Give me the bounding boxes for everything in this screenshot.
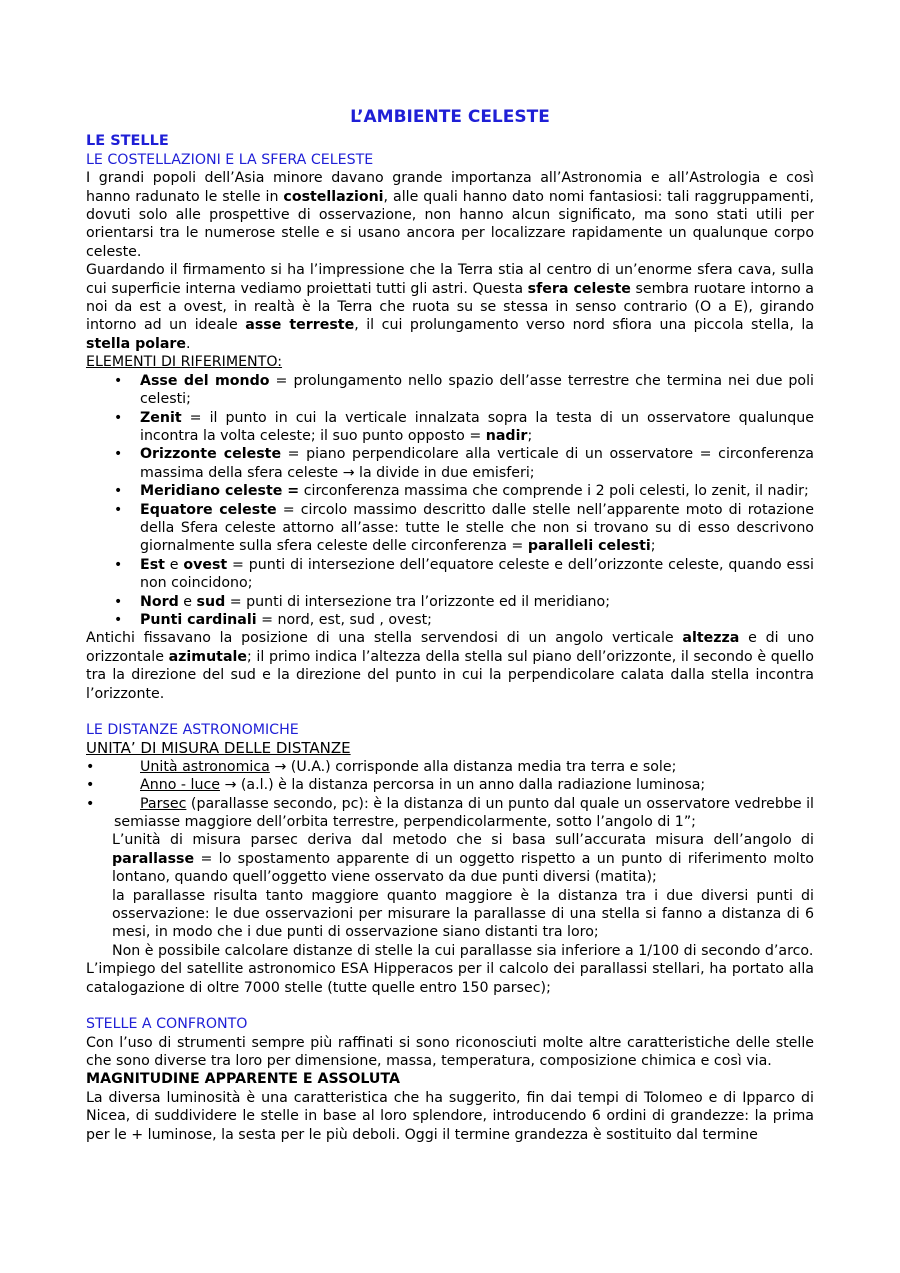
page-title: L’AMBIENTE CELESTE [350,107,550,127]
list-item: • Asse del mondo = prolungamento nello spazio dell’asse terrestre che termina nei due poli celesti; [140,372,814,409]
list-item: • Nord e sud = punti di intersezione tra l’orizzonte ed il meridiano; [140,593,814,611]
list-item: • Anno - luce → (a.l.) è la distanza percorsa in un anno dalla radiazione luminosa; [86,776,814,794]
list-item: • Meridiano celeste = circonferenza massima che comprende i 2 poli celesti, lo zenit, il nadir; [140,482,814,500]
list-item: • Parsec (parallasse secondo, pc): è la distanza di un punto dal quale un osservatore vedrebbe il semiasse maggiore dell’orbita terrestre, perpendicolarmente, sotto l’angolo di 1”; [86,795,814,832]
list-item: • Punti cardinali = nord, est, sud , ovest; [140,611,814,629]
paragraph-caratteristiche: Con l’uso di strumenti sempre più raffinati si sono riconosciuti molte altre caratteristiche delle stelle che sono diverse tra loro per dimensione, massa, temperatura, composizione chimica e così via. [86,1034,814,1069]
list-item: • Est e ovest = punti di intersezione dell’equatore celeste e dell’orizzonte celeste, quando essi non coincidono; [140,556,814,593]
document-page [86,108,814,1144]
paragraph-sfera-celeste: Guardando il firmamento si ha l’impressione che la Terra stia al centro di un’enorme sfera cava, sulla cui superficie interna vediamo proiettati tutti gli astri. Questa sfera celeste sembra ruotare intorno a noi da est a ovest, in realtà è la Terra che ruota su se stessa in senso contrario (O a E), girando intorno ad un ideale asse terreste, il cui prolungamento verso nord sfiora una piccola stella, la stella polare. [86,262,814,352]
paragraph-hipparcos: L’impiego del satellite astronomico ESA Hipperacos per il calcolo dei parallassi stellari, ha portato alla catalogazione di oltre 7000 stelle (tutte quelle entro 150 parsec); [86,961,814,996]
heading-magnitudine: MAGNITUDINE APPARENTE E ASSOLUTA [86,1071,400,1088]
reference-elements-list [86,372,814,630]
heading-unita-misura: UNITA’ DI MISURA DELLE DISTANZE [86,739,351,758]
list-item: • Equatore celeste = circolo massimo descritto dalle stelle nell’apparente moto di rotazione della Sfera celeste attorno all’asse: tutte le stelle che non si trovano su di esso descrivono giornalmente sulla sfera celeste delle circonferenza = paralleli celesti; [140,501,814,556]
list-item: • Orizzonte celeste = piano perpendicolare alla verticale di un osservatore = circonferenza massima della sfera celeste → la divide in due emisferi; [140,445,814,482]
subheading-costellazioni: LE COSTELLAZIONI E LA SFERA CELESTE [86,151,374,168]
list-item: • Zenit = il punto in cui la verticale innalzata sopra la testa di un osservatore qualunque incontra la volta celeste; il suo punto opposto = nadir; [140,409,814,446]
section-heading-stelle: LE STELLE [86,133,169,150]
list-item: • Unità astronomica → (U.A.) corrisponde alla distanza media tra terra e sole; [86,758,814,776]
paragraph-parallasse-misura: la parallasse risulta tanto maggiore quanto maggiore è la distanza tra i due diversi punti di osservazione: le due osservazioni per misurare la parallasse di una stella si fanno a distanza di 6 mesi, in modo che i due punti di osservazione siano distanti tra loro; [112,887,814,941]
distance-units-list [86,758,814,832]
paragraph-parallasse: L’unità di misura parsec deriva dal metodo che si basa sull’accurata misura dell’angolo di parallasse = lo spostamento apparente di un oggetto rispetto a un punto di riferimento molto lontano, quando quell’oggetto viene osservato da due punti diversi (matita); [112,832,814,886]
paragraph-parallasse-limite: Non è possibile calcolare distanze di stelle la cui parallasse sia inferiore a 1/100 di secondo d’arco. [112,942,814,959]
paragraph-luminosita: La diversa luminosità è una caratteristica che ha suggerito, fin dai tempi di Tolomeo e di Ipparco di Nicea, di suddividere le stelle in base al loro splendore, introducendo 6 ordini di grandezze: la prima per le + luminose, la sesta per le più deboli. Oggi il termine grandezza è sostituito dal termine [86,1089,814,1143]
subheading-stelle-confronto: STELLE A CONFRONTO [86,1016,248,1033]
paragraph-altezza-azimut: Antichi fissavano la posizione di una stella servendosi di un angolo verticale altezza e di uno orizzontale azimutale; il primo indica l’altezza della stella sul piano dell’orizzonte, il secondo è quello tra la direzione del sud e la direzione del punto in cui la perpendicolare calata dalla stella incontra l’orizzonte. [86,630,814,702]
paragraph-costellazioni: I grandi popoli dell’Asia minore davano grande importanza all’Astronomia e all’Astrologia e così hanno radunato le stelle in costellazioni, alle quali hanno dato nomi fantasiosi: tali raggruppamenti, dovuti solo alle prospettive di osservazione, non hanno alcun significato, ma sono stati utili per orientarsi tra le numerose stelle e si usano ancora per localizzare rapidamente un qualunque corpo celeste. [86,170,814,260]
subheading-distanze: LE DISTANZE ASTRONOMICHE [86,722,299,738]
subheading-elementi-riferimento: ELEMENTI DI RIFERIMENTO: [86,354,283,371]
